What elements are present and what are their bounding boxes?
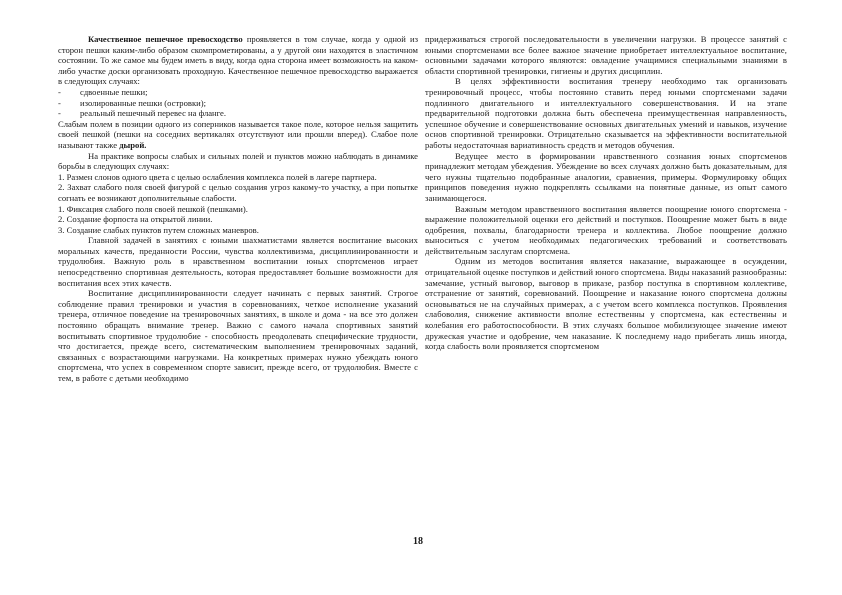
list-item: 1. Размен слонов одного цвета с целью ослабления комплекса полей в лагере партнера.: [58, 171, 377, 182]
paragraph-effectiveness: В целях эффективности воспитания тренеру необходимо так организовать тренировочный процесс, чтобы постоянно ставить перед юными спортсменами задачи подлинного двигательного и интеллектуального совершенствования. И на этапе предварительной подготовки должна быть обеспечена преимущественная направленность, успешное обучение и совершенствование основных двигательных умений и навыков, изучение основ спортивной тренировки. Отрицательно сказывается на эффективности воспитательной работы недостаточная вариативность средств и методов обучения.: [425, 76, 787, 150]
paragraph-pawn-superiority: [58, 34, 418, 87]
right-column: [425, 34, 787, 352]
paragraph-encouragement: Важным методом нравственного воспитания является поощрение юного спортсмена - выражение положительной оценки его действий и поступков. Поощрение может быть в виде одобрения, похвалы, благодарности тренера и коллектива. Любое поощрение должно выноситься с учетом необходимых педагогических требований и соответствовать действительным заслугам спортсмена.: [425, 203, 787, 256]
left-column: [58, 34, 418, 384]
paragraph-text: Слабым полем в позиции одного из соперников называется такое поле, которое нельзя защитить своей пешкой (пешки на соседних вертикалях отсутствуют или прошли вперед). Слабое поле называют также: [58, 118, 418, 150]
paragraph-practice: На практике вопросы слабых и сильных полей и пунктов можно наблюдать в динамике борьбы в следующих случаях:: [58, 150, 418, 172]
paragraph-punishment: Одним из методов воспитания является наказание, выражающее в осуждении, отрицательной оценке поступков и действий юного спортсмена. Виды наказаний разнообразны: замечание, устный выговор, выговор в приказе, разбор поступка в спортивном коллективе, отстранение от занятий, соревнований. Поощрение и наказание юного спортсмена должны основываться не на случайных примерах, а с учетом всего комплекса поступков. Проявления слабоволия, снижение активности вполне естественны у спортсмена, как естественны и колебания его работоспособности. В этих случаях большое мобилизующее значение имеют дружеская участие и одобрение, чем наказание. К последнему надо прибегать лишь иногда, когда слабость воли проявляется спортсменом: [425, 256, 787, 352]
list-item-text: сдвоенные пешки;: [80, 86, 148, 97]
list-item: - изолированные пешки (островки);: [58, 97, 206, 108]
list-item-text: реальный пешечный перевес на фланге.: [80, 108, 227, 119]
paragraph-text: проявляется в том случае, когда у одной из сторон пешки каким-либо образом скомпрометированы, а у другой они находятся в эластичном состоянии. То же самое мы будем иметь в виду, когда одна сторона имеет возможность на каком-либо участке доски организовать проходную. Качественное пешечное превосходство выражается в следующих случаях:: [58, 34, 418, 87]
list-item: 2. Создание форпоста на открытой линии.: [58, 214, 213, 225]
paragraph-discipline: Воспитание дисциплинированности следует начинать с первых занятий. Строгое соблюдение правил тренировки и участия в соревнованиях, четкое исполнение указаний тренера, отличное поведение на тренировочных занятиях, в школе и дома - на все это должен постоянно обращать внимание тренер. Важно с самого начала спортивных занятий воспитывать спортивное трудолюбие - способность преодолевать специфические трудности, что достигается, прежде всего, систематическим выполнением тренировочных заданий, связанных с возрастающими нагрузками. На конкретных примерах нужно убеждать юного спортсмена, что успех в современном спорте зависит, прежде всего, от трудолюбия. Вместе с тем, в работе с детьми необходимо: [58, 288, 418, 383]
term-qualitative-pawn-superiority: Качественное пешечное превосходство: [88, 34, 243, 44]
page-number: 18: [413, 536, 423, 547]
paragraph-moral-education: Главной задачей в занятиях с юными шахматистами является воспитание высоких моральных качеств, преданности России, чувства коллективизма, дисциплинированности и трудолюбия. Важную роль в нравственном воспитании юных спортсменов играет непосредственно спортивная деятельность, которая предоставляет большие возможности для воспитания всех этих качеств.: [58, 235, 418, 288]
paragraph-persuasion: Ведущее место в формировании нравственного сознания юных спортсменов принадлежит методам убеждения. Убеждение во всех случаях должно быть доказательным, для чего нужны тщательно подобранные аналогии, сравнения, примеры. Формулировку общих принципов поведения нужно подкреплять ссылками на понятные данные, из опыт самого занимающегося.: [425, 150, 787, 203]
list-item: - реальный пешечный перевес на фланге.: [58, 108, 227, 119]
list-item: 3. Создание слабых пунктов путем сложных маневров.: [58, 224, 259, 235]
list-item: 2. Захват слабого поля своей фигурой с целью создания угроз какому-то участку, а при попытке согнать ее возникают дополнительные слабости.: [58, 182, 418, 203]
list-item: - сдвоенные пешки;: [58, 86, 148, 97]
term-hole: дырой.: [119, 139, 147, 150]
list-item: 1. Фиксация слабого поля своей пешкой (пешками).: [58, 203, 248, 214]
list-item-text: изолированные пешки (островки);: [80, 97, 206, 108]
paragraph-continuation: придерживаться строгой последовательности в увеличении нагрузки. В процессе занятий с юными спортсменами все более важное значение приобретает интеллектуальное воспитание, основными задачами которого являются: овладение учащимися специальными знаниями в области спортивной тренировки, гигиены и других дисциплин.: [425, 34, 787, 76]
paragraph-weak-square: [58, 119, 418, 151]
